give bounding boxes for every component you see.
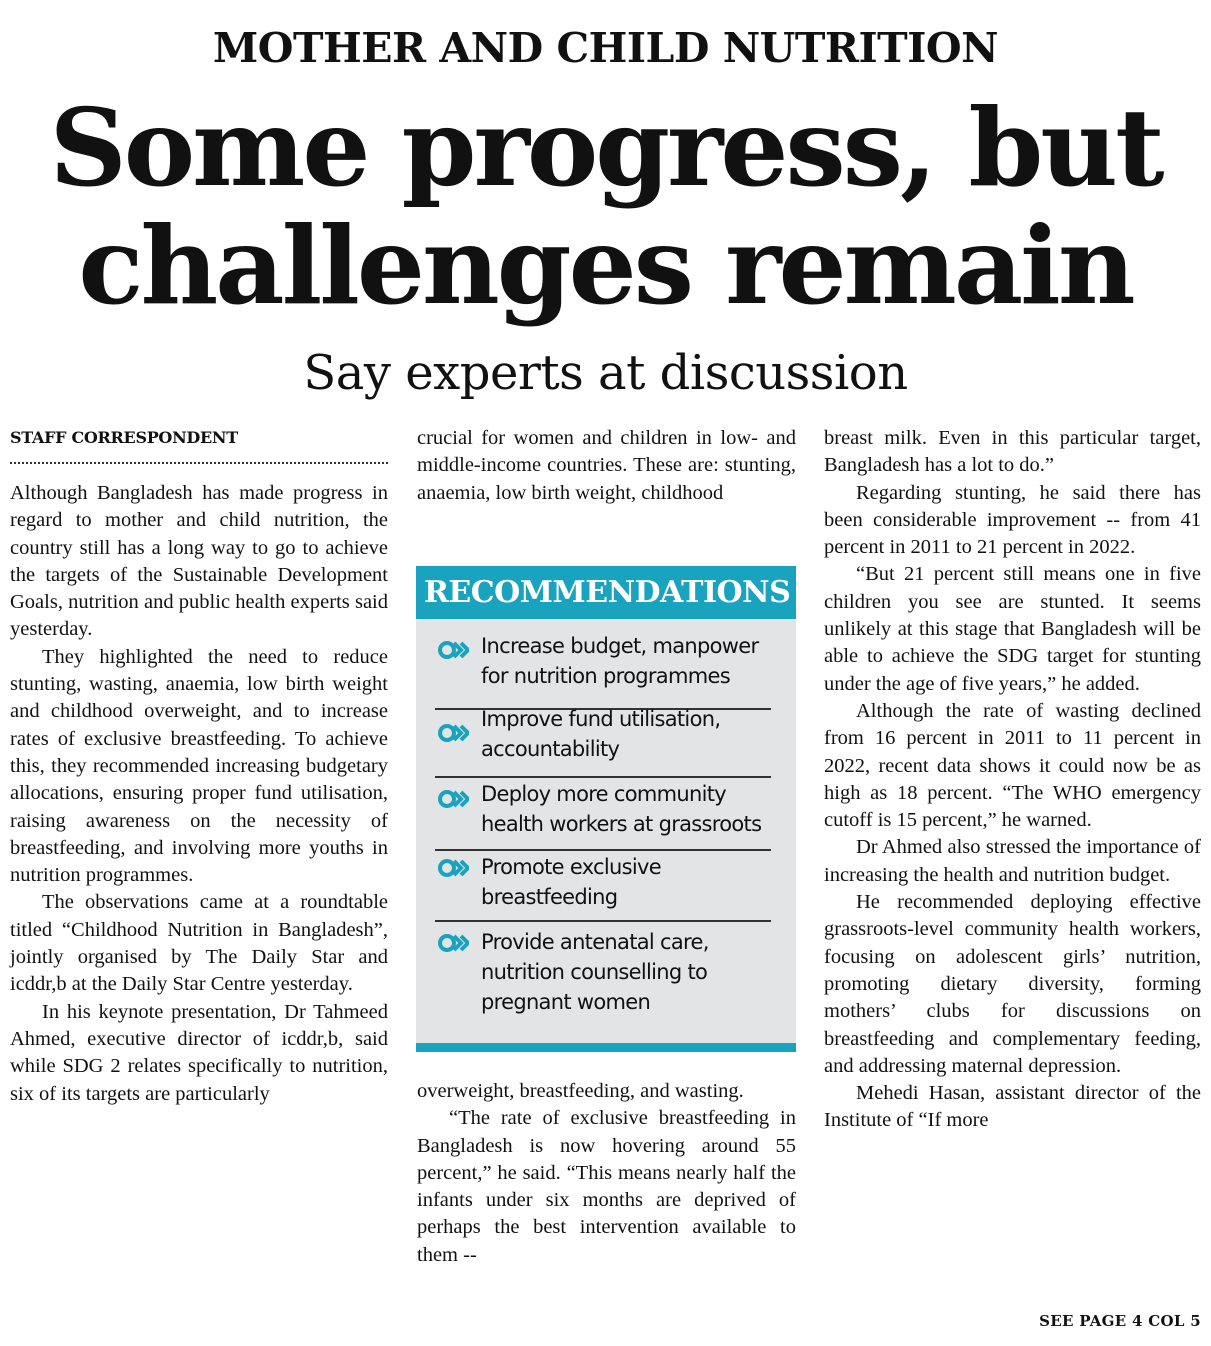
paragraph: Mehedi Hasan, assistant director of the Institute of “If more bbox=[824, 1082, 1201, 1132]
recommendation-line: Promote exclusive bbox=[481, 855, 661, 879]
headline-line-1: Some progress, but bbox=[49, 86, 1162, 211]
paragraph: They highlighted the need to reduce stunting, wasting, anaemia, low birth weight and childhood overweight, and to increase rates of exclusive breastfeeding. To achieve this, they recommended increasing budgetary allocations, ensuring proper fund utilisation, raising awareness on the necessity of breastfeeding, and involving more youths in nutrition programmes. bbox=[10, 645, 388, 887]
recommendation-line: accountability bbox=[481, 737, 620, 761]
paragraph: breast milk. Even in this particular target, Bangladesh has a lot to do.” bbox=[824, 427, 1201, 477]
recommendation-text bbox=[481, 631, 781, 691]
chevron-bullet-icon bbox=[437, 856, 469, 880]
recommendation-line: health workers at grassroots bbox=[481, 812, 762, 836]
divider bbox=[435, 920, 771, 922]
paragraph: “But 21 percent still means one in five children you see are stunted. It seems unlikely at this stage that Bangladesh will be able to achieve the SDG target for stunting under the age of five years,” he added. bbox=[824, 563, 1201, 695]
paragraph: “The rate of exclusive breastfeeding in Bangladesh is now hovering around 55 percent,” he said. “This means nearly half the infants under six months are deprived of perhaps the best intervention available to them -- bbox=[417, 1107, 796, 1266]
continuation-note: SEE PAGE 4 COL 5 bbox=[1039, 1312, 1201, 1330]
article-column-3 bbox=[824, 425, 1201, 1135]
recommendation-line: for nutrition programmes bbox=[481, 664, 730, 688]
recommendation-text bbox=[481, 852, 781, 912]
recommendations-bottom-bar bbox=[416, 1043, 796, 1052]
paragraph: overweight, breastfeeding, and wasting. bbox=[417, 1080, 744, 1102]
byline: STAFF CORRESPONDENT bbox=[10, 428, 238, 447]
recommendations-box bbox=[416, 566, 796, 1052]
chevron-bullet-icon bbox=[437, 721, 469, 745]
divider bbox=[435, 776, 771, 778]
recommendations-title: RECOMMENDATIONS bbox=[416, 566, 796, 619]
headline-line-2: challenges remain bbox=[78, 204, 1133, 329]
chevron-bullet-icon bbox=[437, 638, 469, 662]
paragraph: In his keynote presentation, Dr Tahmeed Ahmed, executive director of icddr,b, said while SDG 2 relates specifically to nutrition, six of its targets are particularly bbox=[10, 1000, 388, 1105]
recommendation-line: pregnant women bbox=[481, 990, 651, 1014]
headline bbox=[0, 86, 1211, 329]
chevron-bullet-icon bbox=[437, 787, 469, 811]
recommendation-line: Deploy more community bbox=[481, 782, 727, 806]
paragraph: crucial for women and children in low- and middle-income countries. These are: stunting, anaemia, low birth weight, childhood bbox=[417, 427, 796, 504]
recommendation-text bbox=[481, 927, 781, 1017]
recommendation-line: Increase budget, manpower bbox=[481, 634, 759, 658]
paragraph: Although Bangladesh has made progress in regard to mother and child nutrition, the country still has a long way to go to achieve the targets of the Sustainable Development Goals, nutrition and public health experts said yesterday. bbox=[10, 482, 388, 641]
chevron-bullet-icon bbox=[437, 931, 469, 955]
paragraph: He recommended deploying effective grassroots-level community health workers, focusing on adolescent girls’ nutrition, promoting dietary diversity, forming mothers’ clubs for discussions on breastfeeding and complementary feeding, and addressing maternal depression. bbox=[824, 891, 1201, 1077]
byline-divider bbox=[10, 462, 388, 464]
divider bbox=[435, 849, 771, 851]
recommendation-line: Provide antenatal care, bbox=[481, 930, 709, 954]
paragraph: Regarding stunting, he said there has been considerable improvement -- from 41 percent in 2011 to 21 percent in 2022. bbox=[824, 481, 1201, 559]
paragraph: Although the rate of wasting declined from 16 percent in 2011 to 11 percent in 2022, recent data shows it could now be as high as 18 percent. “The WHO emergency cutoff is 15 percent,” he warned. bbox=[824, 699, 1201, 832]
recommendation-text bbox=[481, 779, 781, 839]
article-column-2-top bbox=[417, 425, 796, 507]
paragraph: The observations came at a roundtable titled “Childhood Nutrition in Bangladesh”, jointly organised by The Daily Star and icddr,b at the Daily Star Centre yesterday. bbox=[10, 891, 388, 996]
article-column-2-bottom bbox=[417, 1078, 796, 1269]
kicker: MOTHER AND CHILD NUTRITION bbox=[212, 24, 999, 72]
recommendation-text bbox=[481, 704, 781, 764]
recommendation-line: Improve fund utilisation, bbox=[481, 707, 721, 731]
subhead: Say experts at discussion bbox=[303, 345, 908, 401]
article-column-1 bbox=[10, 480, 388, 1108]
recommendation-line: breastfeeding bbox=[481, 885, 618, 909]
recommendation-line: nutrition counselling to bbox=[481, 960, 708, 984]
paragraph: Dr Ahmed also stressed the importance of increasing the health and nutrition budget. bbox=[824, 836, 1201, 886]
